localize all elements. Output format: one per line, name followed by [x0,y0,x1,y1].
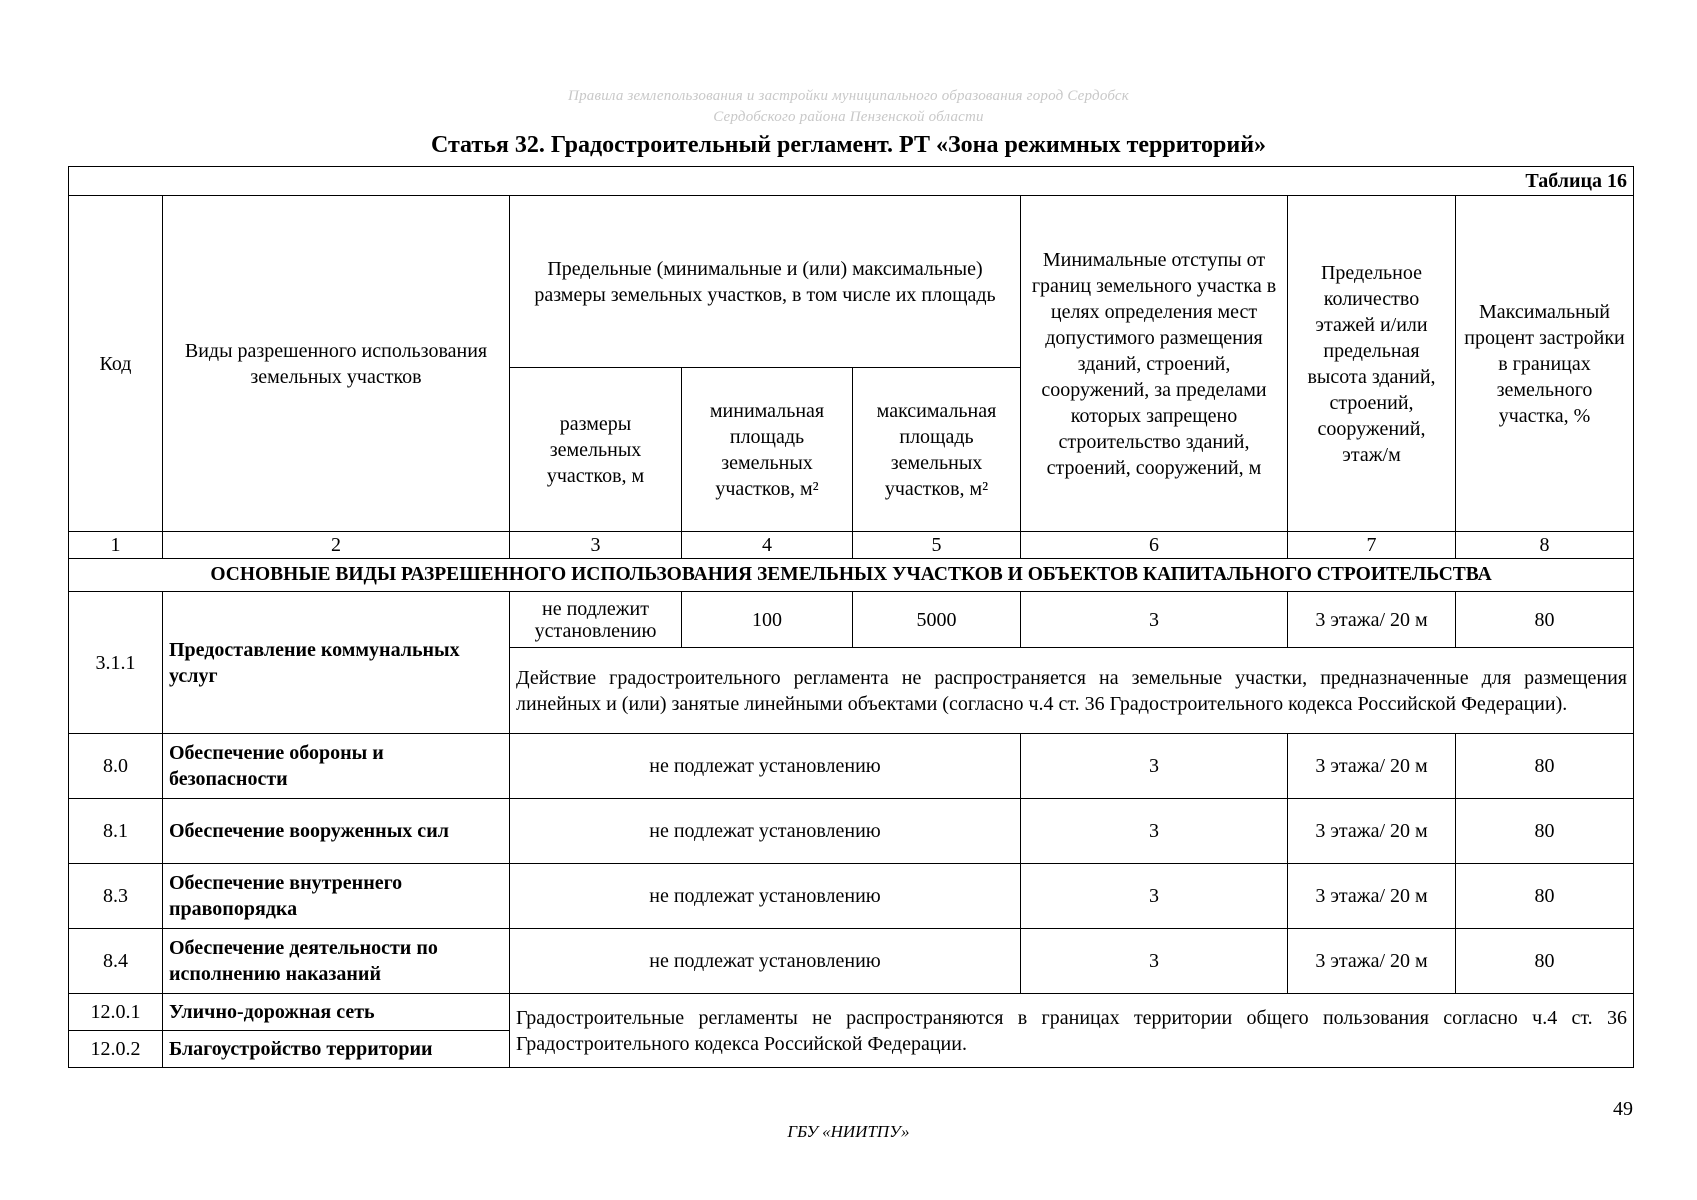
table-row [69,799,1634,864]
row-floors: 3 этажа/ 20 м [1288,929,1456,994]
article-title: Статья 32. Градостроительный регламент. РТ «Зона режимных территорий» [430,132,1267,158]
row-use-name: Предоставление коммунальных услуг [163,592,510,734]
column-number: 1 [69,532,163,559]
table-caption: Таблица 16 [69,167,1634,196]
row-plot-size: не подлежит установлению [510,592,682,648]
col-header-min-area: минимальная площадь земельных участков, м² [682,368,853,532]
table-row [69,994,1634,1031]
row-code: 12.0.1 [69,994,163,1031]
column-number: 4 [682,532,853,559]
table-row [69,592,1634,648]
col-header-plot-size: размеры земельных участков, м [510,368,682,532]
row-use-name: Обеспечение обороны и безопасности [163,734,510,799]
table-row [69,864,1634,929]
row-code: 8.1 [69,799,163,864]
section-row [69,559,1634,592]
section-heading: ОСНОВНЫЕ ВИДЫ РАЗРЕШЕННОГО ИСПОЛЬЗОВАНИЯ ЗЕМЕЛЬНЫХ УЧАСТКОВ И ОБЪЕКТОВ КАПИТАЛЬНОГО СТРОИТЕЛЬСТВА [69,559,1634,592]
col-header-code: Код [69,196,163,532]
row-use-name: Благоустройство территории [163,1031,510,1068]
row-use-name: Улично-дорожная сеть [163,994,510,1031]
col-header-setbacks: Минимальные отступы от границ земельного участка в целях определения мест допустимого размещения зданий, строений, сооружений, за пределами которых запрещено строительство зданий, строений, сооружений, м [1021,196,1288,532]
row-coverage: 80 [1456,929,1634,994]
table-row [69,929,1634,994]
caption-row [69,167,1634,196]
column-number: 3 [510,532,682,559]
row-limits: не подлежат установлению [510,864,1021,929]
col-header-floors: Предельное количество этажей и/или предельная высота зданий, строений, сооружений, этаж/м [1288,196,1456,532]
col-header-max-area: максимальная площадь земельных участков, м² [853,368,1021,532]
column-number: 6 [1021,532,1288,559]
running-header-line2: Сердобского района Пензенской области [713,109,984,125]
row-coverage: 80 [1456,592,1634,648]
row-code: 12.0.2 [69,1031,163,1068]
column-number: 7 [1288,532,1456,559]
row-limits: не подлежат установлению [510,734,1021,799]
row-note: Действие градостроительного регламента не распространяется на земельные участки, предназначенные для размещения линейных и (или) занятые линейными объектами (согласно ч.4 ст. 36 Градостроительного кодекса Российской Федерации). [510,648,1634,734]
row-limits: не подлежат установлению [510,929,1021,994]
table-row [69,734,1634,799]
row-code: 8.0 [69,734,163,799]
row-coverage: 80 [1456,734,1634,799]
footer-organization: ГБУ «НИИТПУ» [787,1122,910,1141]
row-setback: 3 [1021,734,1288,799]
row-coverage: 80 [1456,799,1634,864]
row-setback: 3 [1021,592,1288,648]
col-header-coverage: Максимальный процент застройки в границах земельного участка, % [1456,196,1634,532]
row-setback: 3 [1021,799,1288,864]
row-use-name: Обеспечение вооруженных сил [163,799,510,864]
row-floors: 3 этажа/ 20 м [1288,799,1456,864]
col-header-use: Виды разрешенного использования земельных участков [163,196,510,532]
row-coverage: 80 [1456,864,1634,929]
column-number-row [69,532,1634,559]
row-max-area: 5000 [853,592,1021,648]
column-number: 2 [163,532,510,559]
row-use-name: Обеспечение деятельности по исполнению наказаний [163,929,510,994]
row-floors: 3 этажа/ 20 м [1288,864,1456,929]
row-code: 8.4 [69,929,163,994]
row-use-name: Обеспечение внутреннего правопорядка [163,864,510,929]
row-floors: 3 этажа/ 20 м [1288,592,1456,648]
row-setback: 3 [1021,929,1288,994]
row-note: Градостроительные регламенты не распространяются в границах территории общего пользования согласно ч.4 ст. 36 Градостроительного кодекса Российской Федерации. [510,994,1634,1068]
col-header-plot-group: Предельные (минимальные и (или) максимальные) размеры земельных участков, в том числе их площадь [510,196,1021,368]
row-min-area: 100 [682,592,853,648]
row-limits: не подлежат установлению [510,799,1021,864]
column-number: 8 [1456,532,1634,559]
row-code: 3.1.1 [69,592,163,734]
page-number: 49 [1613,1098,1633,1120]
row-setback: 3 [1021,864,1288,929]
column-number: 5 [853,532,1021,559]
regulation-table [68,166,1634,1068]
row-code: 8.3 [69,864,163,929]
running-header-line1: Правила землепользования и застройки муниципального образования город Сердобск [568,88,1129,104]
header-row-1 [69,196,1634,368]
row-floors: 3 этажа/ 20 м [1288,734,1456,799]
